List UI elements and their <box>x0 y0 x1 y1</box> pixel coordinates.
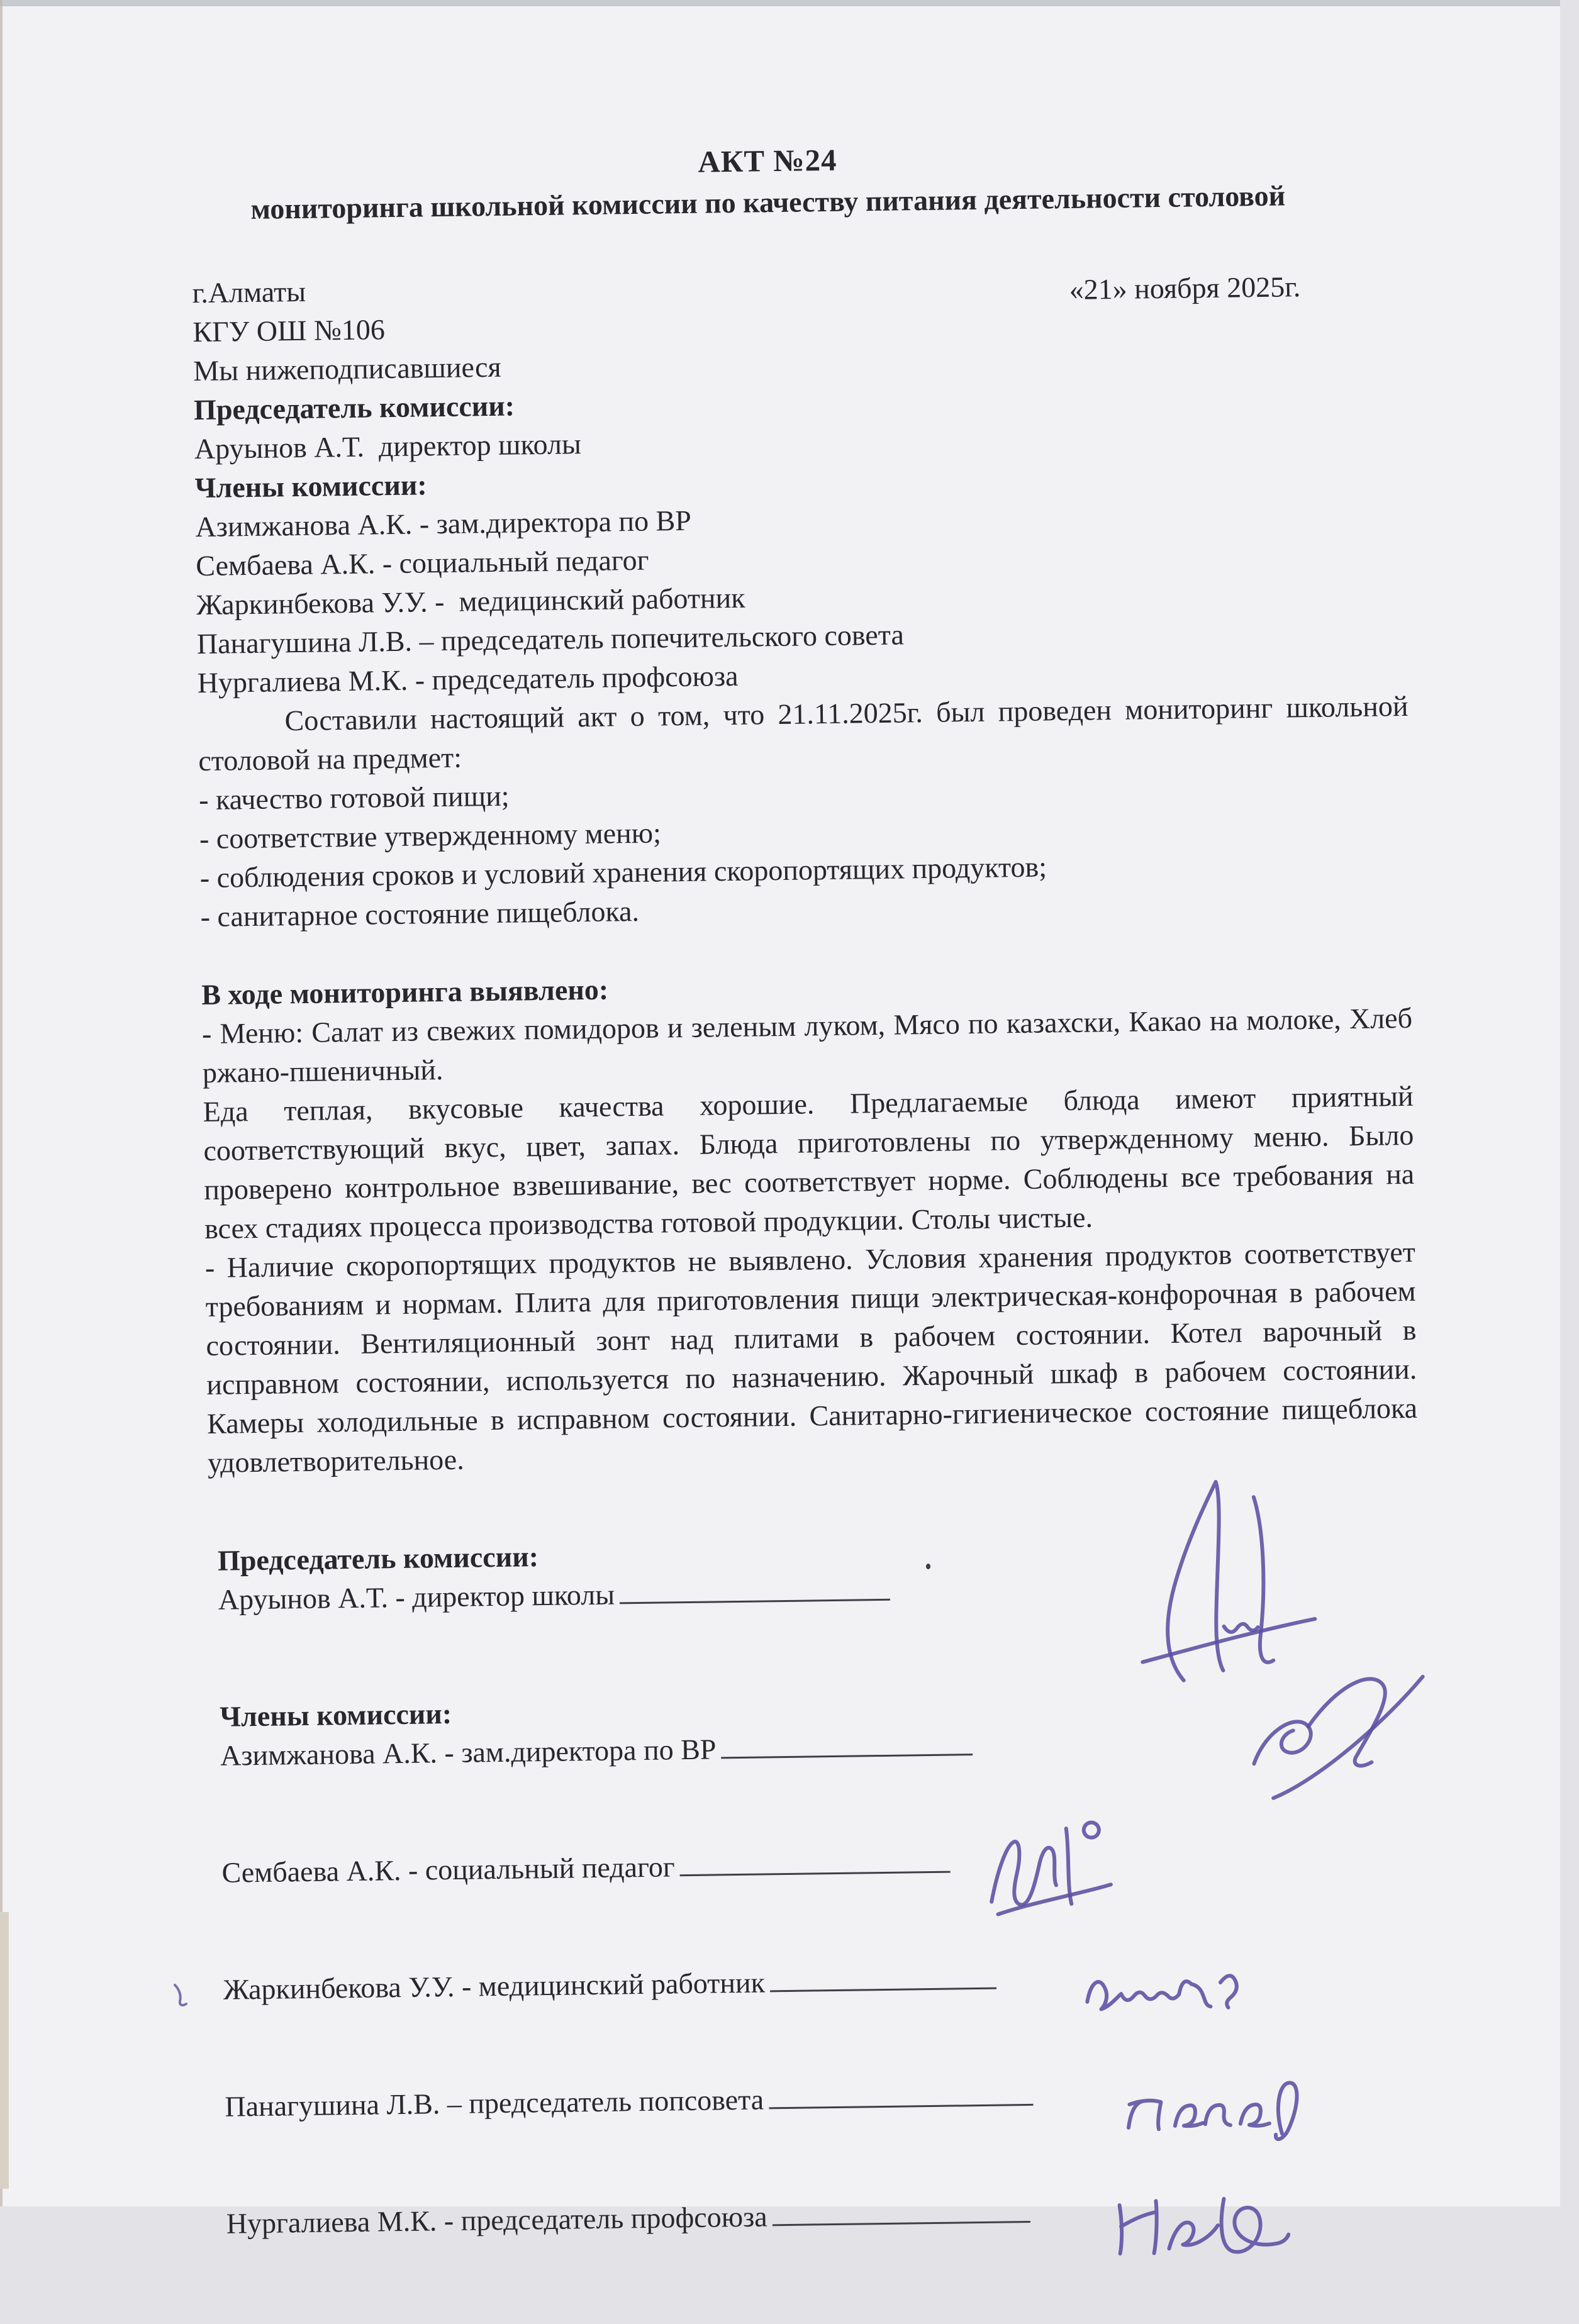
signature-row-member <box>225 2072 1427 2204</box>
signature-name: Панагушина Л.В. – председатель попсовета <box>225 2083 764 2123</box>
signature-blank-line <box>772 2194 1030 2226</box>
signature-blank-line <box>679 1845 951 1877</box>
title-act-number: АКТ №24 <box>698 142 837 179</box>
signature-chairman-label: Председатель комиссии: <box>217 1540 539 1577</box>
member-item: Сембаева А.К. - социальный педагог <box>195 543 649 582</box>
signature-aruynov-autograph <box>1121 1471 1337 1687</box>
findings-menu-paragraph: - Меню: Салат из свежих помидоров и зеленым луком, Мясо по казахски, Какао на молоке, Хлеб ржано-пшеничный. <box>201 1001 1413 1089</box>
signature-row-member <box>223 1955 1426 2088</box>
signature-name: Азимжанова А.К. - зам.директора по ВР <box>220 1733 717 1772</box>
signature-blank-line <box>620 1572 891 1604</box>
composed-paragraph: Составили настоящий акт о том, что 21.11.2025г. был проведен мониторинг школьной столовой на предмет: <box>198 689 1409 777</box>
chairman-name: Аруынов А.Т. директор школы <box>194 428 582 465</box>
signature-panagushina-autograph <box>1117 2074 1306 2145</box>
signature-zharkinbekova-autograph <box>1081 1960 1245 2025</box>
intro-line: Мы нижеподписавшиеся <box>192 350 501 387</box>
signature-row-member <box>226 2189 1429 2321</box>
signature-blank-line <box>769 1961 996 1993</box>
stray-ink-mark <box>171 1981 190 2009</box>
member-item: Нургалиева М.К. - председатель профсоюза <box>197 659 739 699</box>
signature-nurgalieva-autograph <box>1105 2185 1295 2263</box>
signature-row-member <box>221 1838 1424 1971</box>
signature-row-member <box>220 1721 1423 1854</box>
checklist-item: - соблюдения сроков и условий хранения скоропортящих продуктов; <box>199 850 1047 894</box>
signature-name: Сембаева А.К. - социальный педагог <box>221 1850 675 1889</box>
member-item: Жаркинбекова У.У. - медицинский работник <box>196 581 745 621</box>
chairman-label: Председатель комиссии: <box>193 389 515 426</box>
findings-quality-paragraph: Еда теплая, вкусовые качества хорошие. Предлагаемые блюда имеют приятный соответствующий вкус, цвет, запах. Блюда приготовлены по утвержденному меню. Было проверено контрольное взвешивание, вес соответствует норме. Соблюдены все требования на всех стадиях процесса производства готовой продукции. Столы чистые. <box>203 1079 1415 1245</box>
title-subject: мониторинга школьной комиссии по качеству питания деятельности столовой <box>250 179 1286 225</box>
document-date: «21» ноября 2025г. <box>1069 270 1301 306</box>
ink-speck <box>926 1564 930 1569</box>
findings-storage-paragraph: - Наличие скоропортящих продуктов не выявлено. Условия хранения продуктов соответствует требованиям и нормам. Плита для приготовления пищи электрическая-конфорочная в рабочем состоянии. Вентиляционный зонт над плитами в рабочем состоянии. Котел варочный в исправном состоянии, используется по назначению. Жарочный шкаф в рабочем состоянии. Камеры холодильные в исправном состоянии. Санитарно-гигиеническое состояние пищеблока удовлетворительное. <box>204 1235 1418 1479</box>
signature-name: Аруынов А.Т. - директор школы <box>218 1578 615 1616</box>
member-item: Панагушина Л.В. – председатель попечительского совета <box>196 618 905 660</box>
member-item: Азимжанова А.К. - зам.директора по ВР <box>195 504 692 543</box>
scanner-edge-strip <box>0 1912 9 2189</box>
organization-line: КГУ ОШ №106 <box>192 313 386 348</box>
checklist-item: - соответствие утвержденному меню; <box>199 816 662 855</box>
signature-blank-line <box>721 1727 973 1759</box>
checklist-item: - качество готовой пищи; <box>198 779 510 816</box>
signature-name: Нургалиева М.К. - председатель профсоюза <box>226 2200 767 2240</box>
checklist-item: - санитарное состояние пищеблока. <box>200 894 640 933</box>
signature-block <box>209 1526 1429 2321</box>
signature-members-label: Члены комиссии: <box>219 1697 452 1733</box>
signature-row-chairman <box>218 1565 1420 1698</box>
members-label: Члены комиссии: <box>194 469 427 504</box>
signature-blank-line <box>769 2077 1034 2109</box>
signature-name: Жаркинбекова У.У. - медицинский работник <box>223 1966 766 2006</box>
city-line: г.Алматы <box>192 275 306 309</box>
findings-label: В ходе мониторинга выявлено: <box>201 973 609 1011</box>
document-title <box>191 134 1346 230</box>
